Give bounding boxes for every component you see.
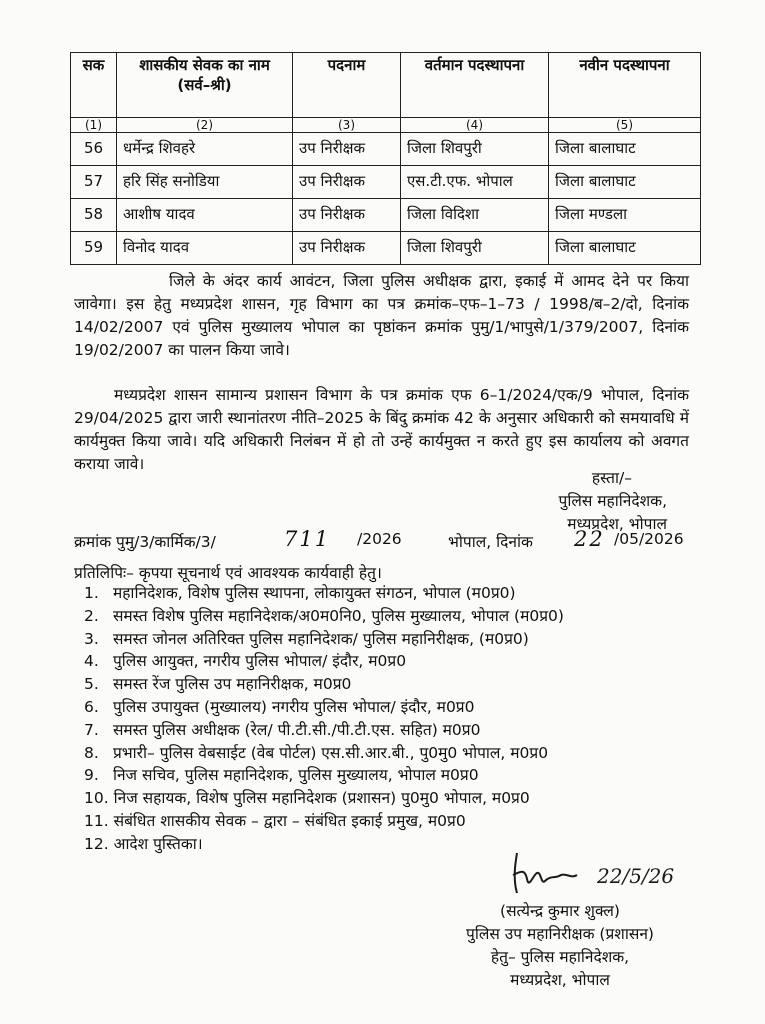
list-item: 5. समस्त रेंज पुलिस उप महानिरीक्षक, म0प्र0: [84, 675, 352, 694]
list-item: 6. पुलिस उपायुक्त (मुख्यालय) नगरीय पुलिस भोपाल/ इंदौर, म0प्र0: [84, 697, 475, 716]
table-row: [71, 133, 701, 166]
list-item: 9. निज सचिव, पुलिस महानिदेशक, पुलिस मुख्यालय, भोपाल म0प्र0: [84, 766, 479, 785]
cell-new-posting: जिला बालाघाट: [549, 133, 701, 166]
list-item: 3. समस्त जोनल अतिरिक्त पुलिस महानिदेशक/ पुलिस महानिरीक्षक, (म0प्र0): [84, 629, 529, 648]
col-number: (5): [549, 118, 701, 133]
relieving-paragraph: मध्यप्रदेश शासन सामान्य प्रशासन विभाग के पत्र क्रमांक एफ 6–1/2024/एक/9 भोपाल, दिनांक 29/04/2025 द्वारा जारी स्थानांतरण नीति–2025 के बिंदु क्रमांक 42 के अनुसार अधिकारी को समयावधि में कार्यमुक्त किया जावे। यदि अधिकारी निलंबन में हो तो उन्हें कार्यमुक्त न करते हुए इस कार्यालय को अवगत कराया जावे।: [74, 386, 689, 473]
cell-new-posting: जिला मण्डला: [549, 199, 701, 232]
list-item: 4. पुलिस आयुक्त, नगरीय पुलिस भोपाल/ इंदौर, म0प्र0: [84, 652, 407, 671]
header-name: शासकीय सेवक का नाम (सर्व–श्री): [117, 53, 293, 118]
signatory-name: (सत्येन्द्र कुमार शुक्ल): [500, 902, 620, 920]
col-number: (2): [117, 118, 293, 133]
signed-block: [559, 467, 667, 536]
cell-serial: 56: [71, 133, 117, 166]
table-header-row: [71, 53, 701, 118]
list-item: 1. महानिदेशक, विशेष पुलिस स्थापना, लोकायुक्त संगठन, भोपाल (म0प्र0): [84, 584, 516, 602]
cell-current-posting: जिला विदिशा: [401, 199, 549, 232]
transfer-table: [70, 52, 701, 265]
cell-new-posting: जिला बालाघाट: [549, 232, 701, 265]
signed-place: मध्यप्रदेश, भोपाल: [567, 515, 667, 533]
header-new-posting: नवीन पदस्थापना: [549, 53, 701, 118]
cell-serial: 57: [71, 166, 117, 199]
signatory-place: मध्यप्रदेश, भोपाल: [510, 971, 610, 989]
cell-current-posting: एस.टी.एफ. भोपाल: [401, 166, 549, 199]
header-designation: पदनाम: [293, 53, 401, 118]
cell-current-posting: जिला शिवपुरी: [401, 133, 549, 166]
table-row: [71, 199, 701, 232]
col-number: (1): [71, 118, 117, 133]
order-number-line: [74, 527, 694, 556]
signature-date: 22/5/26: [597, 864, 675, 888]
copy-heading: प्रतिलिपिः– कृपया सूचनार्थ एवं आवश्यक कार्यवाही हेतु।: [74, 564, 382, 582]
list-item: 7. समस्त पुलिस अधीक्षक (रेल/ पी.टी.सी./पी.टी.एस. सहित) म0प्र0: [84, 720, 481, 739]
header-current-posting: वर्तमान पदस्थापना: [401, 53, 549, 118]
col-number: (3): [293, 118, 401, 133]
allocation-paragraph: जिले के अंदर कार्य आवंटन, जिला पुलिस अधीक्षक द्वारा, इकाई में आमद देने पर किया जावेगा। इस हेतु मध्यप्रदेश शासन, गृह विभाग का पत्र क्रमांक–एफ–1–73 / 1998/ब–2/दो, दिनांक 14/02/2007 एवं पुलिस मुख्यालय भोपाल का पृष्ठांकन क्रमांक पुमु/1/भापुसे/1/379/2007, दिनांक 19/02/2007 का पालन किया जावे।: [74, 272, 689, 359]
list-item: 2. समस्त विशेष पुलिस महानिदेशक/अ0म0नि0, पुलिस मुख्यालय, भोपाल (म0प्र0): [84, 606, 564, 625]
cell-serial: 59: [71, 232, 117, 265]
col-number: (4): [401, 118, 549, 133]
list-item: 8. प्रभारी– पुलिस वेबसाईट (वेब पोर्टल) एस.सी.आर.बी., पु0मु0 भोपाल, म0प्र0: [84, 743, 549, 762]
order-prefix: क्रमांक पुमु/3/कार्मिक/3/: [74, 533, 216, 551]
cell-designation: उप निरीक्षक: [293, 199, 401, 232]
table-row: [71, 232, 701, 265]
cell-new-posting: जिला बालाघाट: [549, 166, 701, 199]
list-item: 12. आदेश पुस्तिका।: [84, 834, 203, 853]
cell-name: आशीष यादव: [117, 199, 293, 232]
list-item: 10. निज सहायक, विशेष पुलिस महानिदेशक (प्रशासन) पु0मु0 भोपाल, म0प्र0: [84, 789, 530, 808]
cell-designation: उप निरीक्षक: [293, 133, 401, 166]
header-serial: सक: [71, 53, 117, 118]
distribution-list: [84, 582, 564, 856]
list-item: 11. संबंधित शासकीय सेवक – द्वारा – संबंधित इकाई प्रमुख, म0प्र0: [84, 811, 466, 830]
cell-serial: 58: [71, 199, 117, 232]
handwritten-signature: [505, 845, 705, 905]
signatory-designation: पुलिस उप महानिरीक्षक (प्रशासन): [466, 925, 654, 943]
order-date-rest: /05/2026: [614, 530, 684, 548]
cell-name: हरि सिंह सनोडिया: [117, 166, 293, 199]
column-number-row: [71, 118, 701, 133]
signed-mark: हस्ता/–: [591, 469, 632, 487]
order-place-date-label: भोपाल, दिनांक: [448, 533, 533, 551]
order-day-handwritten: 22: [574, 527, 605, 551]
cell-designation: उप निरीक्षक: [293, 232, 401, 265]
table-row: [71, 166, 701, 199]
cell-name: धर्मेन्द्र शिवहरे: [117, 133, 293, 166]
order-number-handwritten: 711: [284, 527, 331, 551]
cell-designation: उप निरीक्षक: [293, 166, 401, 199]
order-year: /2026: [357, 530, 402, 548]
signatory-block: [430, 900, 690, 992]
cell-name: विनोद यादव: [117, 232, 293, 265]
cell-current-posting: जिला शिवपुरी: [401, 232, 549, 265]
signed-designation: पुलिस महानिदेशक,: [558, 492, 667, 510]
signatory-on-behalf: हेतु– पुलिस महानिदेशक,: [490, 948, 630, 966]
